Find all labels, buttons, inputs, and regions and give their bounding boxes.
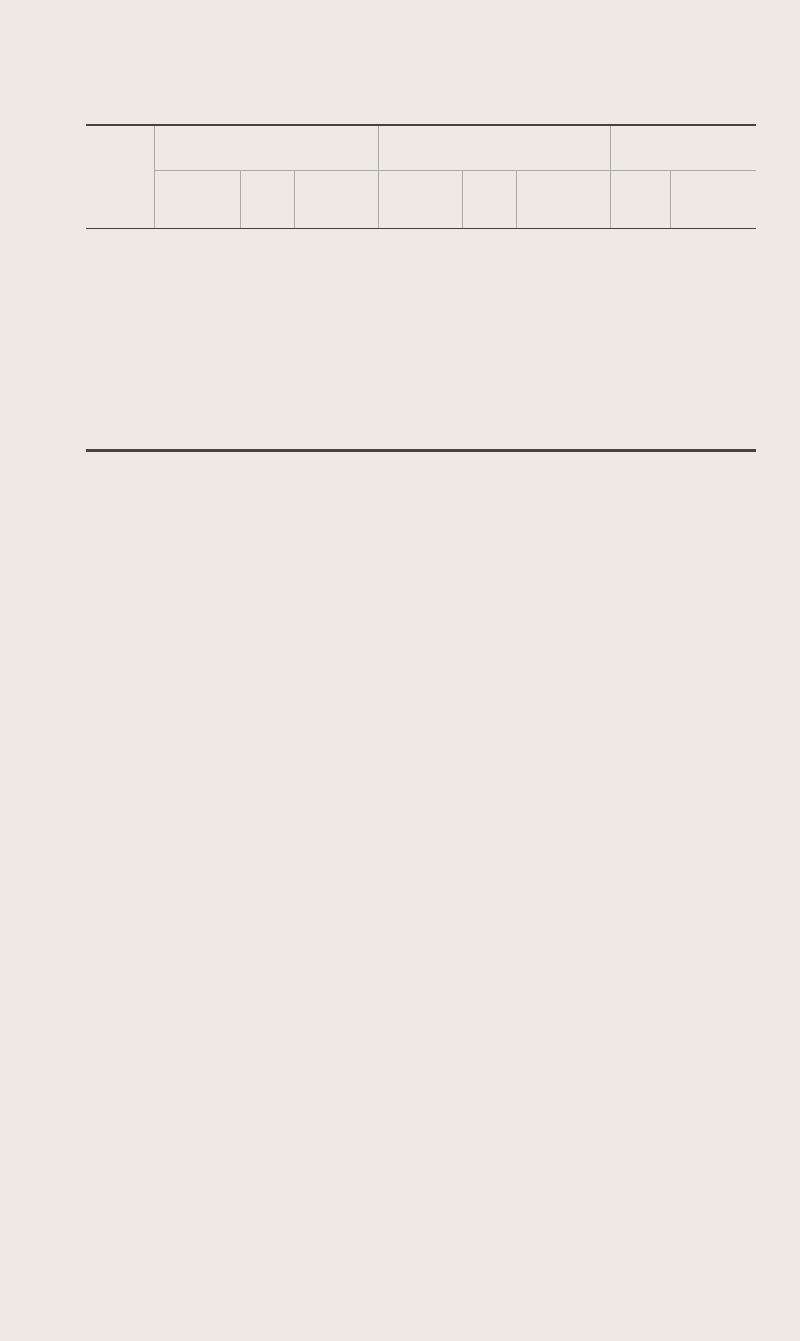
column-header (294, 171, 378, 230)
group-header (378, 126, 610, 171)
group-header (154, 126, 378, 171)
column-header (378, 171, 462, 230)
year-header (86, 126, 154, 229)
table-header-rule (86, 228, 756, 229)
column-header (516, 171, 610, 230)
column-header (154, 171, 240, 230)
group-header (610, 126, 756, 171)
column-header (240, 171, 294, 230)
table-bottom-rule (86, 449, 756, 452)
column-header (670, 171, 756, 230)
column-header (462, 171, 516, 230)
tuberculosis-table (86, 126, 756, 229)
column-header (610, 171, 670, 230)
